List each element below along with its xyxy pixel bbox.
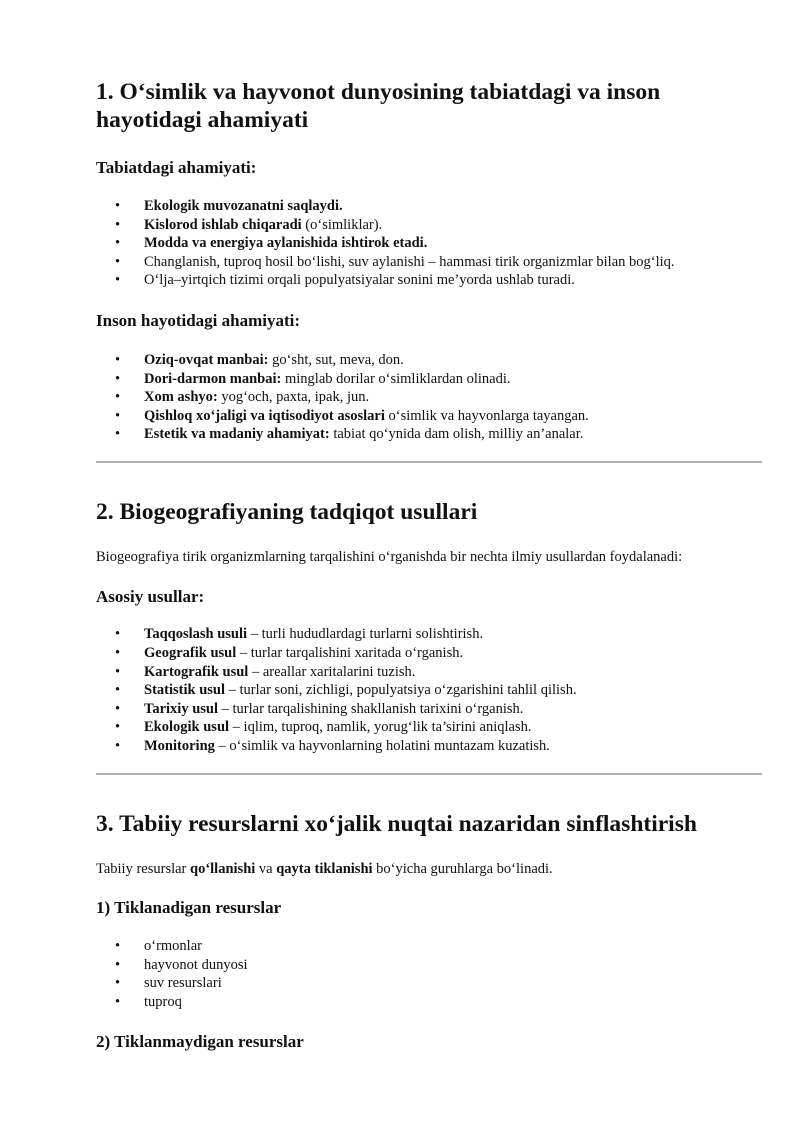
list-item: [96, 718, 762, 737]
item-bold: Monitoring: [144, 738, 215, 754]
item-bold: Statistik usul: [144, 682, 225, 699]
item-text: (o‘simliklar).: [301, 216, 383, 233]
item-text: – o‘simlik va hayvonlarning holatini muntazam kuzatish.: [214, 738, 550, 754]
item-bold: Qishloq xo‘jaligi va iqtisodiyot asoslari: [144, 407, 385, 424]
item-bold: Ekologik muvozanatni saqlaydi.: [144, 198, 343, 214]
renewable-heading: 1) Tiklanadigan resurslar: [96, 898, 282, 918]
item-text: tabiat qo‘ynida dam olish, milliy an’analar.: [329, 426, 584, 443]
nature-importance-list: [96, 197, 762, 290]
list-item: [96, 388, 762, 407]
list-item: [96, 407, 762, 426]
section-divider: [96, 461, 762, 463]
intro-bold: qayta tiklanishi: [276, 860, 373, 877]
list-item: • suv resurslari: [96, 974, 762, 993]
section-divider: [96, 773, 762, 775]
item-text: – turlar soni, zichligi, populyatsiya o‘zgarishini tahlil qilish.: [225, 682, 577, 699]
list-item: • tuproq: [96, 993, 762, 1012]
list-item: • o‘rmonlar: [96, 937, 762, 956]
renewable-list: [96, 937, 762, 1011]
intro-text: va: [255, 860, 277, 877]
item-text: o‘simlik va hayvonlarga tayangan.: [384, 407, 589, 424]
methods-list: [96, 625, 762, 755]
item-bold: Dori-darmon manbai:: [144, 370, 282, 387]
item-text: O‘lja–yirtqich tizimi orqali populyatsiyalar sonini me’yorda ushlab turadi.: [144, 272, 575, 289]
nature-importance-heading: Tabiatdagi ahamiyati:: [96, 158, 257, 177]
section-3-title: 3. Tabiiy resurslarni xo‘jalik nuqtai nazaridan sinflashtirish: [96, 810, 697, 837]
item-text: Changlanish, tuproq hosil bo‘lishi, suv aylanishi – hammasi tirik organizmlar bilan bog‘liq.: [144, 253, 675, 270]
item-text: – turlar tarqalishining shakllanish tarixini o‘rganish.: [218, 700, 524, 717]
section-2-title: 2. Biogeografiyaning tadqiqot usullari: [96, 498, 478, 525]
item-bold: Kislorod ishlab chiqaradi: [144, 216, 302, 233]
item-bold: Geografik usul: [144, 645, 237, 662]
intro-bold: qo‘llanishi: [190, 860, 256, 877]
intro-text: Tabiiy resurslar: [96, 860, 191, 877]
nonrenewable-heading: 2) Tiklanmaydigan resurslar: [96, 1032, 304, 1052]
list-item: [96, 253, 762, 272]
list-item: • hayvonot dunyosi: [96, 956, 762, 975]
list-item: [96, 234, 762, 253]
list-item: [96, 370, 762, 389]
item-bold: Taqqoslash usuli: [144, 626, 248, 643]
list-item: [96, 644, 762, 663]
human-importance-heading: Inson hayotidagi ahamiyati:: [96, 310, 301, 330]
item-bold: Kartografik usul: [144, 663, 249, 680]
human-importance-list: [96, 351, 762, 444]
item-bold: Ekologik usul: [144, 719, 230, 736]
list-item: [96, 271, 762, 290]
list-item: [96, 425, 762, 444]
item-bold: Modda va energiya aylanishida ishtirok etadi.: [144, 235, 428, 252]
list-item: [96, 681, 762, 700]
section-2-intro: Biogeografiya tirik organizmlarning tarqalishini o‘rganishda bir nechta ilmiy usullardan foydalanadi:: [96, 548, 683, 565]
list-item: [96, 216, 762, 235]
item-text: – areallar xaritalarini tuzish.: [248, 663, 416, 680]
item-text: – turlar tarqalishini xaritada o‘rganish.: [236, 645, 464, 662]
list-item: [96, 197, 762, 216]
section-3-intro: [96, 860, 762, 879]
item-text: – iqlim, tuproq, namlik, yorug‘lik ta’sirini aniqlash.: [229, 719, 532, 736]
item-bold: Xom ashyo:: [144, 389, 218, 406]
methods-heading: Asosiy usullar:: [96, 587, 205, 607]
item-text: – turli hududlardagi turlarni solishtirish.: [247, 626, 484, 643]
list-item: [96, 700, 762, 719]
item-text: yog‘och, paxta, ipak, jun.: [217, 389, 370, 406]
intro-text: bo‘yicha guruhlarga bo‘linadi.: [372, 860, 553, 877]
item-text: go‘sht, sut, meva, don.: [268, 351, 404, 368]
list-item: [96, 625, 762, 644]
list-item: [96, 663, 762, 682]
item-bold: Estetik va madaniy ahamiyat:: [144, 426, 330, 443]
list-item: [96, 351, 762, 370]
section-1-title: 1. O‘simlik va hayvonot dunyosining tabiatdagi va inson hayotidagi ahamiyati: [96, 79, 661, 133]
item-bold: Oziq-ovqat manbai:: [144, 351, 269, 368]
list-item: [96, 737, 762, 756]
item-text: minglab dorilar o‘simliklardan olinadi.: [281, 370, 511, 387]
item-bold: Tarixiy usul: [144, 700, 219, 717]
